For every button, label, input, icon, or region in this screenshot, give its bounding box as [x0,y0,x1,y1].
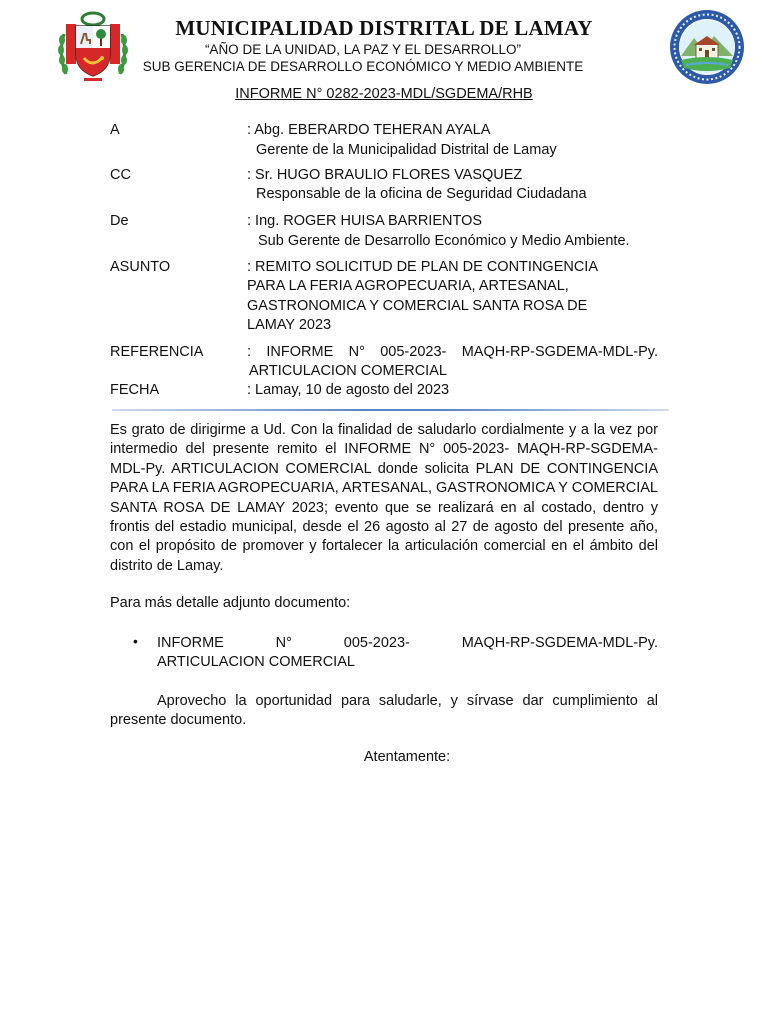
reference-line-1: : INFORME N° 005-2023- MAQH-RP-SGDEMA-MDL-Py. [247,344,658,360]
closing-paragraph: Aprovecho la oportunidad para saludarle, y sírvase dar cumplimiento al presente documento. [110,693,658,729]
subject-line-4: LAMAY 2023 [247,317,332,333]
reference-label: REFERENCIA [110,344,204,360]
to-name: : Abg. EBERARDO TEHERAN AYALA [247,122,491,138]
year-motto: “AÑO DE LA UNIDAD, LA PAZ Y EL DESARROLLO” [204,42,522,57]
from-role: Sub Gerente de Desarrollo Económico y Medio Ambiente. [258,233,630,249]
sign-off: Atentamente: [363,749,451,765]
from-name: : Ing. ROGER HUISA BARRIENTOS [247,213,483,229]
date-label: FECHA [110,382,160,398]
cc-name: : Sr. HUGO BRAULIO FLORES VASQUEZ [247,167,523,183]
bullet-icon: • [133,633,138,649]
subject-line-3: GASTRONOMICA Y COMERCIAL SANTA ROSA DE [247,298,588,314]
department-subtitle: SUB GERENCIA DE DESARROLLO ECONÓMICO Y MEDIO AMBIENTE [142,59,584,74]
detail-line: Para más detalle adjunto documento: [110,595,351,611]
from-label: De [110,213,129,229]
subject-label: ASUNTO [110,259,171,275]
to-role: Gerente de la Municipalidad Distrital de Lamay [256,142,557,158]
report-number: INFORME N° 0282-2023-MDL/SGDEMA/RHB [235,86,533,102]
reference-line-2: ARTICULACION COMERCIAL [249,363,447,379]
to-label: A [110,122,120,138]
cc-role: Responsable de la oficina de Seguridad Ciudadana [256,186,587,202]
attachment-line-2: ARTICULACION COMERCIAL [157,654,355,670]
subject-line-1: : REMITO SOLICITUD DE PLAN DE CONTINGENCIA [247,259,599,275]
attachment-line-1: INFORME N° 005-2023- MAQH-RP-SGDEMA-MDL-Py. [157,635,658,651]
cc-label: CC [110,167,131,183]
subject-line-2: PARA LA FERIA AGROPECUARIA, ARTESANAL, [247,278,569,294]
header-divider [112,409,669,411]
date-value: : Lamay, 10 de agosto del 2023 [247,382,450,398]
municipality-title: MUNICIPALIDAD DISTRITAL DE LAMAY [175,16,593,40]
body-paragraph: Es grato de dirigirme a Ud. Con la finalidad de saludarlo cordialmente y a la vez por intermedio del presente remito el INFORME N° 005-2023- MAQH-RP-SGDEMA-MDL-Py. ARTICULACION COMERCIAL donde solicita PLAN DE CONTINGENCIA PARA LA FERIA AGROPECUARIA, ARTESANAL, GASTRONOMICA Y COMERCIAL SANTA ROSA DE LAMAY 2023; evento que se realizará en al costado, dentro y frontis del estadio municipal, desde el 26 agosto al 27 de agosto del presente año, con el propósito de promover y fortalecer la articulación comercial en el ámbito del distrito de Lamay. [110,422,658,574]
